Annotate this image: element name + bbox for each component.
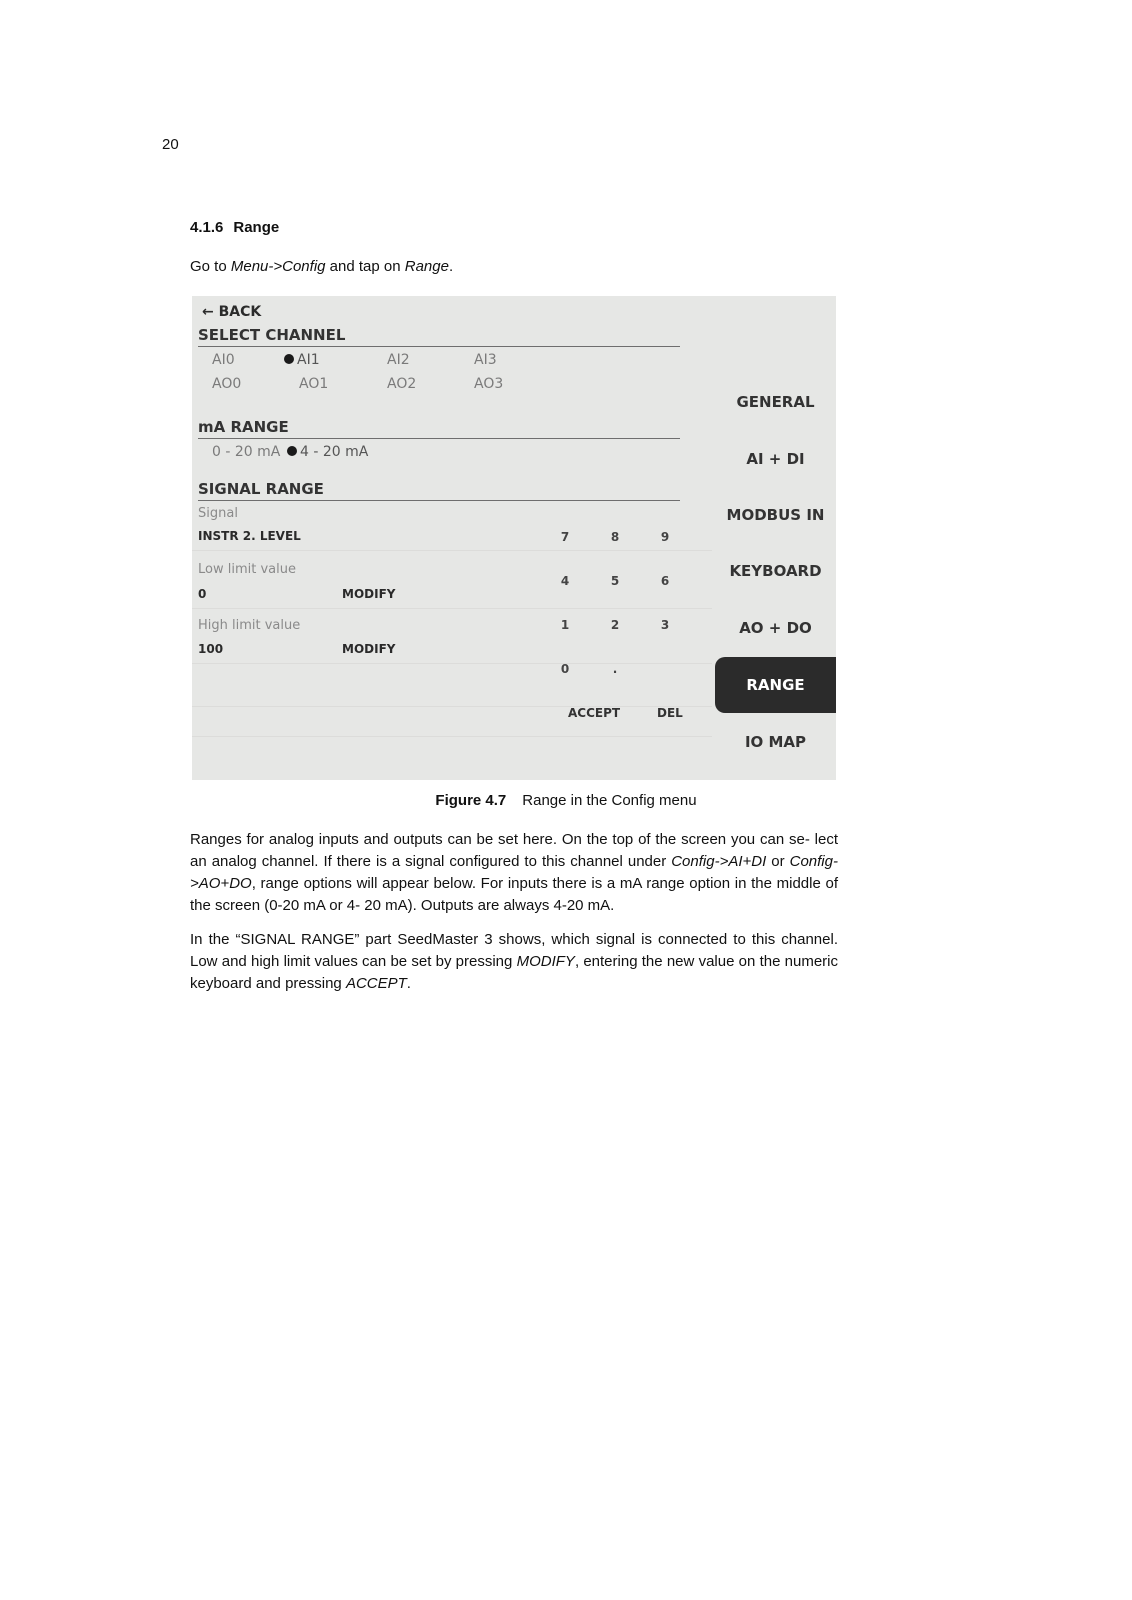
select-channel-title: SELECT CHANNEL — [198, 326, 346, 344]
key-3[interactable]: 3 — [660, 618, 670, 632]
high-limit-label: High limit value — [198, 618, 301, 633]
figure-text: Range in the Config menu — [522, 792, 697, 809]
back-button[interactable] — [202, 304, 261, 320]
del-button[interactable]: DEL — [657, 706, 683, 720]
p1-text-2: or — [766, 853, 790, 870]
p2-text-3: . — [406, 975, 411, 992]
channel-ao1[interactable]: AO1 — [299, 376, 329, 392]
channel-ai1-label: AI1 — [297, 352, 320, 368]
high-limit-value: 100 — [198, 642, 224, 656]
arrow-left-icon: ← — [202, 304, 214, 320]
figure-caption — [0, 792, 1132, 809]
p2-text-1: In the “SIGNAL RANGE” part SeedMaster 3 shows, which signal is connected to this channel. Low and high limit values can be set by pressing — [190, 931, 838, 970]
figure-label: Figure 4.7 — [435, 792, 507, 809]
section-title: Range — [233, 219, 280, 236]
channel-ao3[interactable]: AO3 — [474, 376, 504, 392]
channel-ao2[interactable]: AO2 — [387, 376, 417, 392]
ma-option-0-20[interactable]: 0 - 20 mA — [212, 444, 281, 460]
low-limit-value: 0 — [198, 587, 207, 601]
menu-item-io-map[interactable]: IO MAP — [744, 733, 807, 751]
intro-target: Range — [404, 258, 449, 275]
p2-accept: ACCEPT — [345, 975, 407, 992]
ma-range-title: mA RANGE — [198, 418, 289, 436]
signal-range-title: SIGNAL RANGE — [198, 480, 324, 498]
divider — [198, 346, 680, 347]
channel-ai0[interactable]: AI0 — [212, 352, 235, 368]
channel-ai2[interactable]: AI2 — [387, 352, 410, 368]
menu-item-ao-do[interactable]: AO + DO — [739, 619, 812, 637]
section-number: 4.1.6 — [190, 219, 224, 236]
intro-sentence — [190, 258, 453, 275]
ma-option-4-20[interactable] — [287, 444, 368, 460]
selected-radio-icon — [287, 446, 297, 456]
row-divider — [192, 736, 712, 737]
paragraph-ranges — [190, 829, 838, 917]
low-limit-label: Low limit value — [198, 562, 296, 577]
key-9[interactable]: 9 — [660, 530, 670, 544]
row-divider — [192, 663, 712, 664]
key-0[interactable]: 0 — [560, 662, 570, 676]
paragraph-signal-range — [190, 929, 838, 995]
p1-path-ai-di: Config->AI+DI — [671, 853, 767, 870]
section-heading — [190, 219, 279, 236]
low-limit-modify-button[interactable]: MODIFY — [342, 587, 396, 601]
row-divider — [192, 608, 712, 609]
intro-path: Menu->Config — [230, 258, 326, 275]
ma-option-4-20-label: 4 - 20 mA — [300, 444, 369, 460]
signal-value: INSTR 2. LEVEL — [198, 529, 301, 543]
channel-ao0[interactable]: AO0 — [212, 376, 242, 392]
intro-prefix: Go to — [190, 258, 231, 275]
p2-modify: MODIFY — [516, 953, 575, 970]
signal-label: Signal — [198, 506, 238, 521]
p1-text-3: , range options will appear below. For inputs there is a mA range option in the middle of the screen (0-20 mA or 4- 20 mA). Outputs are always 4-20 mA. — [190, 875, 838, 914]
key-8[interactable]: 8 — [610, 530, 620, 544]
row-divider — [192, 706, 712, 707]
divider — [198, 438, 680, 439]
key-5[interactable]: 5 — [610, 574, 620, 588]
back-label: BACK — [218, 304, 262, 320]
channel-ai1[interactable] — [284, 352, 320, 368]
p1-text-1: Ranges for analog inputs and outputs can be set here. On the top of the screen you can se- lect an analog channel. If there is a signal configured to this channel under — [190, 831, 838, 870]
menu-item-modbus-in[interactable]: MODBUS IN — [726, 506, 825, 524]
menu-item-general[interactable]: GENERAL — [736, 393, 815, 411]
p2-text-2: , entering the new value on the numeric keyboard and pressing — [190, 953, 838, 992]
menu-item-range[interactable]: RANGE — [715, 657, 836, 713]
menu-item-keyboard[interactable]: KEYBOARD — [729, 562, 822, 580]
page-number: 20 — [162, 136, 179, 153]
key-1[interactable]: 1 — [560, 618, 570, 632]
key-4[interactable]: 4 — [560, 574, 570, 588]
key-7[interactable]: 7 — [560, 530, 570, 544]
key-2[interactable]: 2 — [610, 618, 620, 632]
divider — [198, 500, 680, 501]
key-6[interactable]: 6 — [660, 574, 670, 588]
channel-ai3[interactable]: AI3 — [474, 352, 497, 368]
high-limit-modify-button[interactable]: MODIFY — [342, 642, 396, 656]
row-divider — [192, 550, 712, 551]
key-dot[interactable]: . — [612, 662, 618, 676]
intro-suffix: . — [448, 258, 454, 275]
menu-item-ai-di[interactable]: AI + DI — [746, 450, 805, 468]
range-config-screen — [192, 296, 836, 780]
accept-button[interactable]: ACCEPT — [568, 706, 621, 720]
selected-radio-icon — [284, 354, 294, 364]
intro-middle: and tap on — [325, 258, 405, 275]
p1-path-ao-do: Config->AO+DO — [190, 853, 838, 892]
